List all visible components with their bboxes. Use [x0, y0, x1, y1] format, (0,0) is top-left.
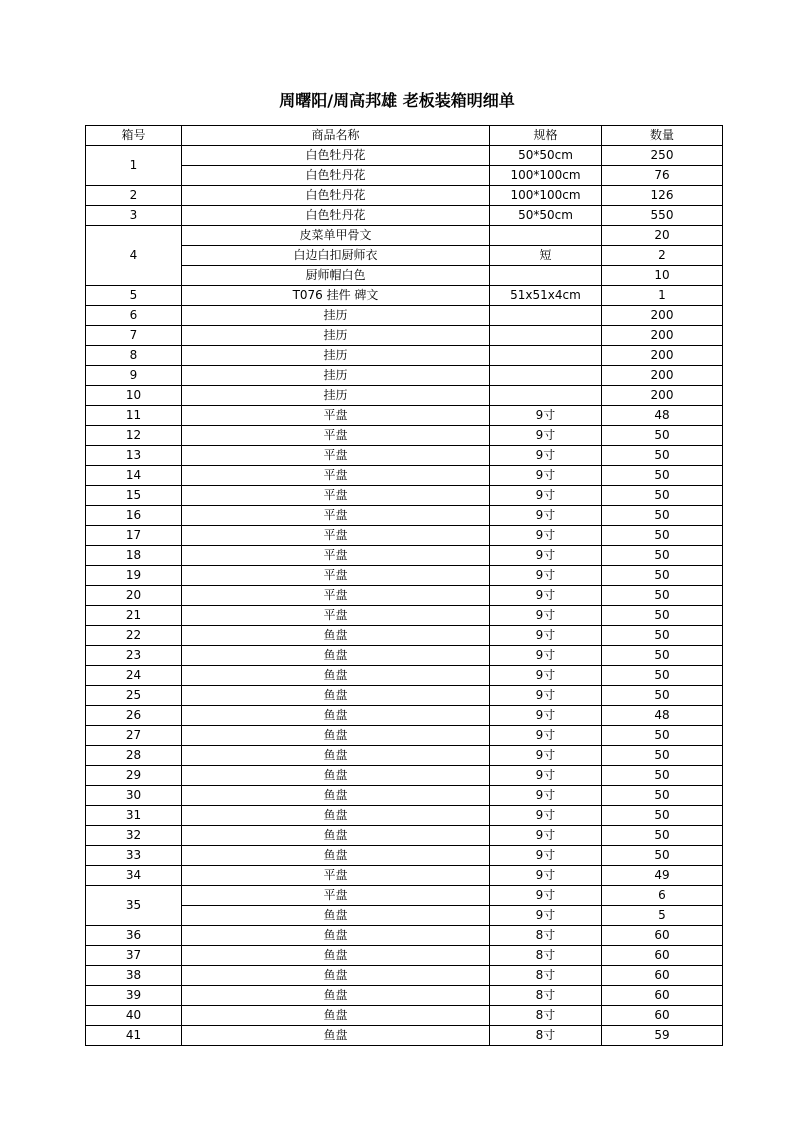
quantity-cell: 2	[602, 246, 723, 266]
product-name-cell: 平盘	[182, 506, 490, 526]
spec-cell: 51x51x4cm	[490, 286, 602, 306]
quantity-cell: 50	[602, 686, 723, 706]
box-number-cell: 33	[86, 846, 182, 866]
spec-cell: 9寸	[490, 466, 602, 486]
quantity-cell: 50	[602, 846, 723, 866]
product-name-cell: 挂历	[182, 306, 490, 326]
product-name-cell: 挂历	[182, 346, 490, 366]
quantity-cell: 50	[602, 826, 723, 846]
table-row	[86, 1006, 723, 1026]
box-number-cell: 22	[86, 626, 182, 646]
document-title: 周曙阳/周高邦雄 老板装箱明细单	[279, 91, 515, 110]
quantity-cell: 10	[602, 266, 723, 286]
table-row	[86, 886, 723, 906]
table-row	[86, 446, 723, 466]
box-number-cell: 4	[86, 226, 182, 286]
box-number-cell: 30	[86, 786, 182, 806]
quantity-cell: 50	[602, 726, 723, 746]
quantity-cell: 50	[602, 566, 723, 586]
spec-cell: 9寸	[490, 746, 602, 766]
quantity-cell: 50	[602, 806, 723, 826]
table-header-row	[86, 126, 723, 146]
product-name-cell: 挂历	[182, 366, 490, 386]
quantity-cell: 50	[602, 506, 723, 526]
product-name-cell: 平盘	[182, 466, 490, 486]
spec-cell: 9寸	[490, 646, 602, 666]
spec-cell	[490, 266, 602, 286]
product-name-cell: 挂历	[182, 386, 490, 406]
table-body	[86, 146, 723, 1046]
quantity-cell: 50	[602, 486, 723, 506]
box-number-cell: 8	[86, 346, 182, 366]
table-row	[86, 686, 723, 706]
quantity-cell: 60	[602, 926, 723, 946]
product-name-cell: 白色牡丹花	[182, 206, 490, 226]
quantity-cell: 60	[602, 1006, 723, 1026]
box-number-cell: 2	[86, 186, 182, 206]
box-number-cell: 11	[86, 406, 182, 426]
table-row	[86, 726, 723, 746]
spec-cell: 9寸	[490, 586, 602, 606]
table-row	[86, 186, 723, 206]
product-name-cell: 鱼盘	[182, 746, 490, 766]
box-number-cell: 38	[86, 966, 182, 986]
spec-cell: 9寸	[490, 626, 602, 646]
product-name-cell: 鱼盘	[182, 986, 490, 1006]
product-name-cell: 平盘	[182, 526, 490, 546]
spec-cell: 9寸	[490, 606, 602, 626]
table-row	[86, 426, 723, 446]
product-name-cell: 白边白扣厨师衣	[182, 246, 490, 266]
product-name-cell: 鱼盘	[182, 846, 490, 866]
table-row	[86, 826, 723, 846]
header-spec: 规格	[490, 126, 602, 146]
spec-cell: 9寸	[490, 886, 602, 906]
spec-cell: 9寸	[490, 406, 602, 426]
box-number-cell: 28	[86, 746, 182, 766]
quantity-cell: 550	[602, 206, 723, 226]
quantity-cell: 50	[602, 786, 723, 806]
product-name-cell: 鱼盘	[182, 1026, 490, 1046]
product-name-cell: 鱼盘	[182, 926, 490, 946]
spec-cell	[490, 346, 602, 366]
quantity-cell: 59	[602, 1026, 723, 1046]
spec-cell: 9寸	[490, 706, 602, 726]
box-number-cell: 16	[86, 506, 182, 526]
quantity-cell: 76	[602, 166, 723, 186]
product-name-cell: 鱼盘	[182, 906, 490, 926]
box-number-cell: 15	[86, 486, 182, 506]
box-number-cell: 21	[86, 606, 182, 626]
product-name-cell: 鱼盘	[182, 826, 490, 846]
quantity-cell: 200	[602, 366, 723, 386]
quantity-cell: 50	[602, 466, 723, 486]
table-row	[86, 366, 723, 386]
spec-cell: 9寸	[490, 426, 602, 446]
table-row	[86, 966, 723, 986]
table-row	[86, 506, 723, 526]
table-row	[86, 786, 723, 806]
table-row	[86, 646, 723, 666]
spec-cell: 9寸	[490, 446, 602, 466]
box-number-cell: 37	[86, 946, 182, 966]
spec-cell	[490, 326, 602, 346]
table-row	[86, 486, 723, 506]
box-number-cell: 7	[86, 326, 182, 346]
box-number-cell: 34	[86, 866, 182, 886]
quantity-cell: 50	[602, 746, 723, 766]
product-name-cell: 平盘	[182, 446, 490, 466]
spec-cell	[490, 386, 602, 406]
quantity-cell: 200	[602, 386, 723, 406]
table-row	[86, 626, 723, 646]
spec-cell: 8寸	[490, 1026, 602, 1046]
product-name-cell: 鱼盘	[182, 786, 490, 806]
quantity-cell: 50	[602, 626, 723, 646]
box-number-cell: 20	[86, 586, 182, 606]
quantity-cell: 5	[602, 906, 723, 926]
quantity-cell: 48	[602, 706, 723, 726]
product-name-cell: 平盘	[182, 486, 490, 506]
spec-cell: 9寸	[490, 906, 602, 926]
quantity-cell: 1	[602, 286, 723, 306]
spec-cell: 8寸	[490, 946, 602, 966]
spec-cell: 9寸	[490, 526, 602, 546]
quantity-cell: 50	[602, 446, 723, 466]
spec-cell: 9寸	[490, 546, 602, 566]
box-number-cell: 29	[86, 766, 182, 786]
quantity-cell: 49	[602, 866, 723, 886]
product-name-cell: 平盘	[182, 566, 490, 586]
box-number-cell: 32	[86, 826, 182, 846]
spec-cell: 9寸	[490, 826, 602, 846]
box-number-cell: 27	[86, 726, 182, 746]
spec-cell	[490, 226, 602, 246]
spec-cell: 9寸	[490, 806, 602, 826]
packing-list-table	[85, 125, 723, 1046]
spec-cell: 8寸	[490, 1006, 602, 1026]
table-row	[86, 846, 723, 866]
table-row	[86, 346, 723, 366]
header-product-name: 商品名称	[182, 126, 490, 146]
product-name-cell: 鱼盘	[182, 686, 490, 706]
table-row	[86, 946, 723, 966]
box-number-cell: 1	[86, 146, 182, 186]
spec-cell: 8寸	[490, 986, 602, 1006]
table-row	[86, 466, 723, 486]
table-row	[86, 866, 723, 886]
table-row	[86, 1026, 723, 1046]
spec-cell: 9寸	[490, 506, 602, 526]
table-row	[86, 286, 723, 306]
spec-cell: 9寸	[490, 846, 602, 866]
box-number-cell: 3	[86, 206, 182, 226]
quantity-cell: 60	[602, 966, 723, 986]
spec-cell: 9寸	[490, 666, 602, 686]
product-name-cell: T076 挂件 碑文	[182, 286, 490, 306]
product-name-cell: 鱼盘	[182, 946, 490, 966]
box-number-cell: 19	[86, 566, 182, 586]
quantity-cell: 20	[602, 226, 723, 246]
table-row	[86, 386, 723, 406]
product-name-cell: 皮菜单甲骨文	[182, 226, 490, 246]
box-number-cell: 9	[86, 366, 182, 386]
spec-cell: 8寸	[490, 926, 602, 946]
table-row	[86, 166, 723, 186]
product-name-cell: 鱼盘	[182, 1006, 490, 1026]
table-row	[86, 606, 723, 626]
product-name-cell: 白色牡丹花	[182, 166, 490, 186]
quantity-cell: 50	[602, 586, 723, 606]
header-quantity: 数量	[602, 126, 723, 146]
product-name-cell: 鱼盘	[182, 666, 490, 686]
product-name-cell: 平盘	[182, 406, 490, 426]
table-row	[86, 706, 723, 726]
table-row	[86, 326, 723, 346]
table-row	[86, 926, 723, 946]
product-name-cell: 平盘	[182, 606, 490, 626]
product-name-cell: 鱼盘	[182, 966, 490, 986]
box-number-cell: 35	[86, 886, 182, 926]
product-name-cell: 平盘	[182, 546, 490, 566]
quantity-cell: 60	[602, 986, 723, 1006]
table-row	[86, 586, 723, 606]
table-row	[86, 146, 723, 166]
table-row	[86, 306, 723, 326]
spec-cell: 9寸	[490, 766, 602, 786]
product-name-cell: 白色牡丹花	[182, 146, 490, 166]
product-name-cell: 平盘	[182, 866, 490, 886]
table-row	[86, 906, 723, 926]
product-name-cell: 平盘	[182, 586, 490, 606]
table-row	[86, 986, 723, 1006]
spec-cell: 短	[490, 246, 602, 266]
box-number-cell: 13	[86, 446, 182, 466]
table-row	[86, 526, 723, 546]
table-row	[86, 806, 723, 826]
quantity-cell: 50	[602, 766, 723, 786]
box-number-cell: 18	[86, 546, 182, 566]
spec-cell: 100*100cm	[490, 166, 602, 186]
box-number-cell: 23	[86, 646, 182, 666]
spec-cell: 9寸	[490, 486, 602, 506]
box-number-cell: 5	[86, 286, 182, 306]
table-row	[86, 546, 723, 566]
table-row	[86, 406, 723, 426]
spec-cell: 9寸	[490, 786, 602, 806]
quantity-cell: 6	[602, 886, 723, 906]
box-number-cell: 26	[86, 706, 182, 726]
quantity-cell: 50	[602, 546, 723, 566]
box-number-cell: 25	[86, 686, 182, 706]
box-number-cell: 6	[86, 306, 182, 326]
table-row	[86, 746, 723, 766]
quantity-cell: 50	[602, 666, 723, 686]
table-row	[86, 246, 723, 266]
quantity-cell: 60	[602, 946, 723, 966]
spec-cell: 8寸	[490, 966, 602, 986]
table-row	[86, 206, 723, 226]
header-box-no: 箱号	[86, 126, 182, 146]
product-name-cell: 厨师帽白色	[182, 266, 490, 286]
box-number-cell: 36	[86, 926, 182, 946]
table-row	[86, 226, 723, 246]
box-number-cell: 24	[86, 666, 182, 686]
product-name-cell: 鱼盘	[182, 626, 490, 646]
box-number-cell: 17	[86, 526, 182, 546]
product-name-cell: 鱼盘	[182, 706, 490, 726]
quantity-cell: 200	[602, 346, 723, 366]
quantity-cell: 250	[602, 146, 723, 166]
quantity-cell: 48	[602, 406, 723, 426]
spec-cell: 50*50cm	[490, 206, 602, 226]
table-row	[86, 666, 723, 686]
quantity-cell: 126	[602, 186, 723, 206]
product-name-cell: 白色牡丹花	[182, 186, 490, 206]
spec-cell	[490, 306, 602, 326]
spec-cell	[490, 366, 602, 386]
box-number-cell: 12	[86, 426, 182, 446]
spec-cell: 9寸	[490, 566, 602, 586]
box-number-cell: 41	[86, 1026, 182, 1046]
box-number-cell: 40	[86, 1006, 182, 1026]
quantity-cell: 50	[602, 526, 723, 546]
product-name-cell: 鱼盘	[182, 646, 490, 666]
box-number-cell: 31	[86, 806, 182, 826]
spec-cell: 100*100cm	[490, 186, 602, 206]
table-row	[86, 266, 723, 286]
product-name-cell: 鱼盘	[182, 766, 490, 786]
box-number-cell: 14	[86, 466, 182, 486]
product-name-cell: 平盘	[182, 426, 490, 446]
spec-cell: 9寸	[490, 686, 602, 706]
product-name-cell: 平盘	[182, 886, 490, 906]
table-row	[86, 766, 723, 786]
quantity-cell: 50	[602, 606, 723, 626]
quantity-cell: 50	[602, 426, 723, 446]
product-name-cell: 挂历	[182, 326, 490, 346]
quantity-cell: 200	[602, 306, 723, 326]
product-name-cell: 鱼盘	[182, 806, 490, 826]
box-number-cell: 10	[86, 386, 182, 406]
product-name-cell: 鱼盘	[182, 726, 490, 746]
quantity-cell: 50	[602, 646, 723, 666]
spec-cell: 9寸	[490, 726, 602, 746]
spec-cell: 9寸	[490, 866, 602, 886]
quantity-cell: 200	[602, 326, 723, 346]
spec-cell: 50*50cm	[490, 146, 602, 166]
table-row	[86, 566, 723, 586]
box-number-cell: 39	[86, 986, 182, 1006]
